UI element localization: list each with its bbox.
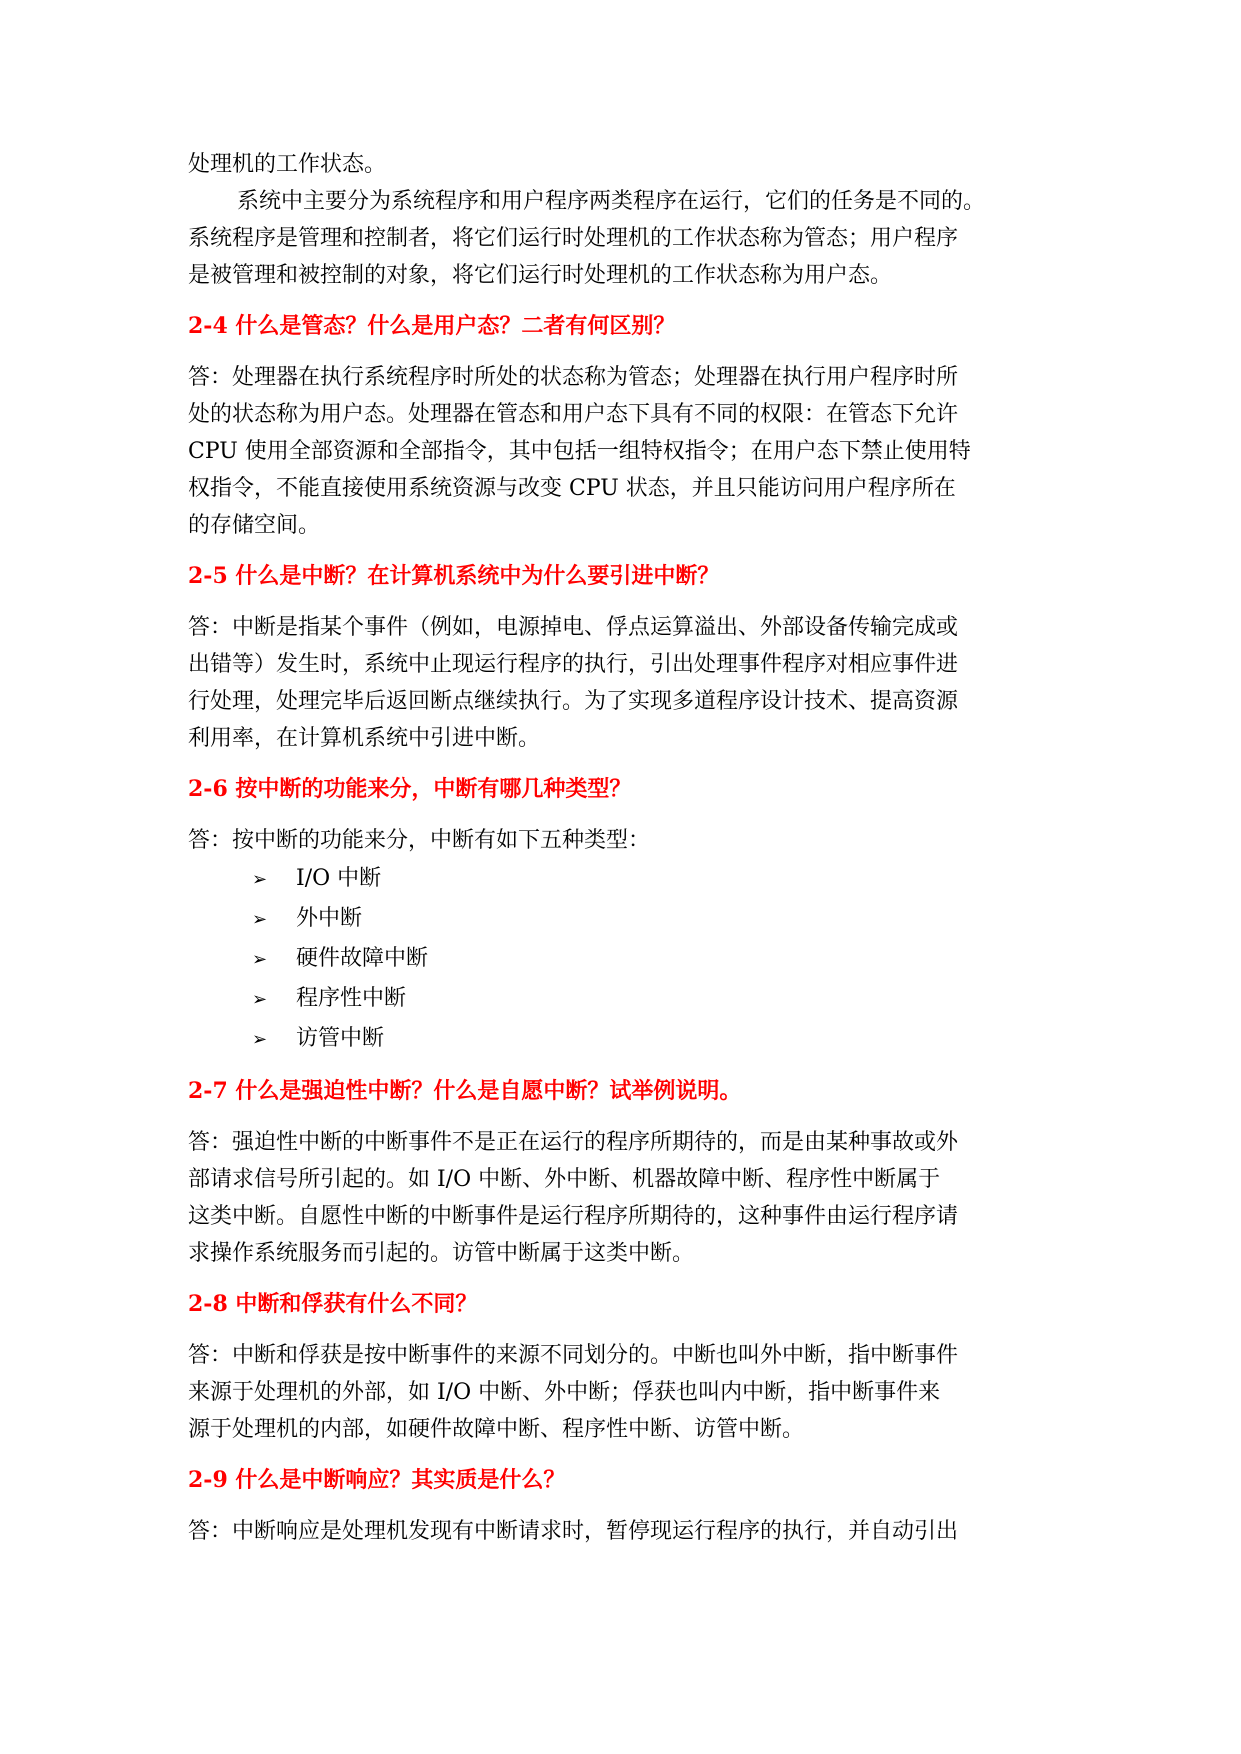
text-line: 的存储空间。: [188, 513, 321, 538]
text-line: 出错等）发生时，系统中止现运行程序的执行，引出处理事件程序对相应事件进: [188, 652, 959, 677]
list-item: [188, 899, 1053, 939]
list-item-label: 程序性中断: [296, 986, 407, 1011]
text-line: 处的状态称为用户态。处理器在管态和用户态下具有不同的权限：在管态下允许: [188, 402, 959, 427]
list-item-label: 外中断: [296, 906, 363, 931]
list-item-label: 访管中断: [296, 1026, 385, 1051]
text-line: 答：中断和俘获是按中断事件的来源不同划分的。中断也叫外中断，指中断事件: [188, 1343, 959, 1368]
text-line: 这类中断。自愿性中断的中断事件是运行程序所期待的，这种事件由运行程序请: [188, 1204, 959, 1229]
question-heading-2-9: 2-9 什么是中断响应？其实质是什么？: [188, 1467, 566, 1493]
arrow-bullet-icon: ➢: [252, 869, 268, 890]
intro-paragraph: [188, 146, 1053, 294]
text-line: 处理机的工作状态。: [188, 152, 387, 177]
text-line: 部请求信号所引起的。如 I/O 中断、外中断、机器故障中断、程序性中断属于: [188, 1167, 941, 1192]
list-item: [188, 979, 1053, 1019]
arrow-bullet-icon: ➢: [252, 989, 268, 1010]
text-line: 求操作系统服务而引起的。访管中断属于这类中断。: [188, 1241, 695, 1266]
list-item: [188, 859, 1053, 899]
text-line: 系统中主要分为系统程序和用户程序两类程序在运行，它们的任务是不同的。: [237, 189, 986, 214]
answer-2-5: [188, 609, 1053, 757]
arrow-bullet-icon: ➢: [252, 1029, 268, 1050]
text-line: 系统程序是管理和控制者，将它们运行时处理机的工作状态称为管态；用户程序: [188, 226, 959, 251]
text-line: 权指令，不能直接使用系统资源与改变 CPU 状态，并且只能访问用户程序所在: [188, 476, 956, 501]
text-line: 是被管理和被控制的对象，将它们运行时处理机的工作状态称为用户态。: [188, 263, 893, 288]
text-line: 利用率，在计算机系统中引进中断。: [188, 726, 541, 751]
question-heading-2-7: 2-7 什么是强迫性中断？什么是自愿中断？试举例说明。: [188, 1078, 742, 1104]
list-item-label: I/O 中断: [296, 866, 382, 891]
text-line: 行处理，处理完毕后返回断点继续执行。为了实现多道程序设计技术、提高资源: [188, 689, 959, 714]
question-heading-2-6: 2-6 按中断的功能来分，中断有哪几种类型？: [188, 776, 632, 802]
question-heading-2-5: 2-5 什么是中断？在计算机系统中为什么要引进中断？: [188, 563, 720, 589]
interrupt-type-list: [188, 859, 1053, 1059]
text-line: 答：处理器在执行系统程序时所处的状态称为管态；处理器在执行用户程序时所: [188, 365, 959, 390]
text-line: CPU 使用全部资源和全部指令，其中包括一组特权指令；在用户态下禁止使用特: [188, 439, 971, 464]
answer-2-7: [188, 1124, 1053, 1272]
answer-2-9: [188, 1513, 1053, 1550]
answer-2-8: [188, 1337, 1053, 1448]
arrow-bullet-icon: ➢: [252, 909, 268, 930]
text-line: 答：中断响应是处理机发现有中断请求时，暂停现运行程序的执行，并自动引出: [188, 1519, 959, 1544]
answer-2-4: [188, 359, 1053, 544]
text-line: 答：中断是指某个事件（例如，电源掉电、俘点运算溢出、外部设备传输完成或: [188, 615, 959, 640]
text-line: 源于处理机的内部，如硬件故障中断、程序性中断、访管中断。: [188, 1417, 805, 1442]
list-item-label: 硬件故障中断: [296, 946, 429, 971]
text-line: 答：强迫性中断的中断事件不是正在运行的程序所期待的，而是由某种事故或外: [188, 1130, 959, 1155]
list-item: [188, 939, 1053, 979]
question-heading-2-8: 2-8 中断和俘获有什么不同？: [188, 1291, 478, 1317]
question-heading-2-4: 2-4 什么是管态？什么是用户态？二者有何区别？: [188, 313, 676, 339]
text-line: 答：按中断的功能来分，中断有如下五种类型：: [188, 828, 651, 853]
text-line: 来源于处理机的外部，如 I/O 中断、外中断；俘获也叫内中断，指中断事件来: [188, 1380, 941, 1405]
answer-2-6: [188, 822, 1053, 1059]
list-item: [188, 1019, 1053, 1059]
arrow-bullet-icon: ➢: [252, 949, 268, 970]
